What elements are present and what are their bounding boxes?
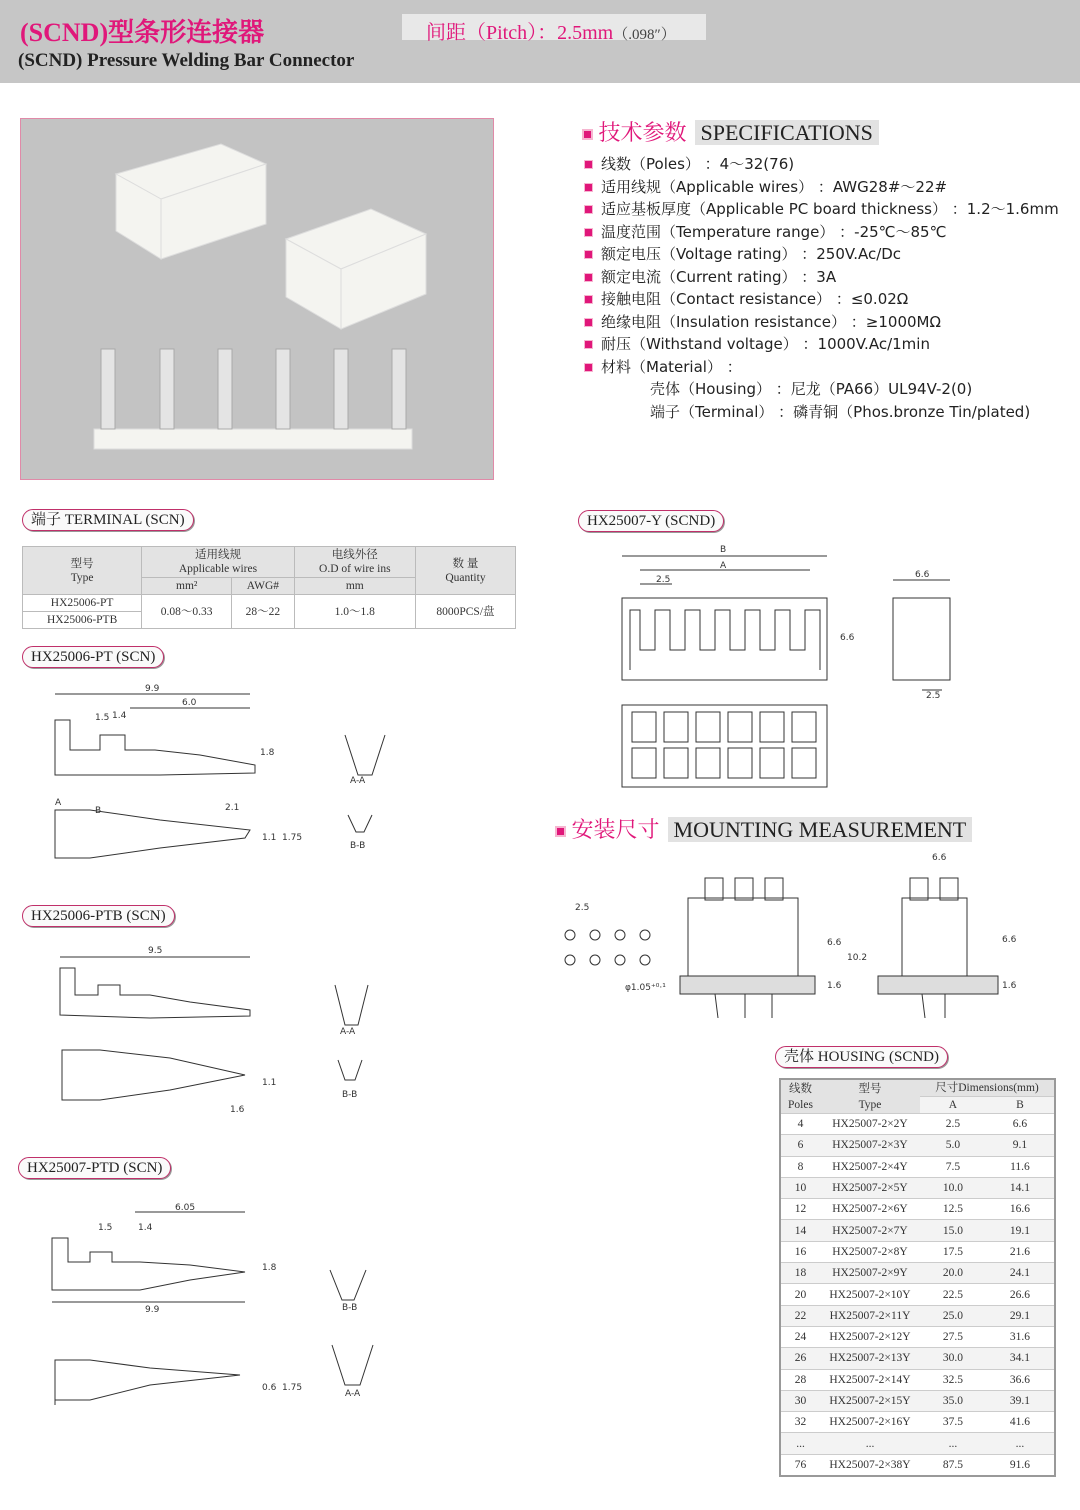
bullet-icon [584,318,593,327]
cavity [696,748,720,778]
bullet-icon [555,826,566,837]
table-row: 12 HX25007-2×6Y 12.5 16.6 [780,1199,1055,1220]
svg-text:B-B: B-B [350,841,366,851]
specs-heading [582,116,879,147]
table-row: 24 HX25007-2×12Y 27.5 31.6 [780,1326,1055,1347]
cavity [792,748,816,778]
cavity [792,712,816,742]
spec-item: 适用线规（Applicable wires） ：AWG28#～22# [584,176,1059,199]
ptb-label: HX25006-PTB (SCN) [22,905,175,927]
bullet-icon [584,228,593,237]
svg-text:A: A [55,798,62,808]
bullet-icon [584,250,593,259]
spec-item: 耐压（Withstand voltage） ：1000V.Ac/1min [584,333,1059,356]
cavity [664,748,688,778]
svg-text:6.0: 6.0 [182,698,197,708]
pitch-value: 2.5mm [557,22,614,44]
terminal-label: 端子 TERMINAL (SCN) [22,509,194,531]
svg-text:6.6: 6.6 [840,633,855,643]
pitch-label: 间距（Pitch）： [426,22,558,44]
table-row: 20 HX25007-2×10Y 22.5 26.6 [780,1284,1055,1305]
spec-item: 额定电流（Current rating） ：3A [584,266,1059,289]
table-row: 6 HX25007-2×3Y 5.0 9.1 [780,1135,1055,1156]
bullet-icon [584,340,593,349]
svg-text:A-A: A-A [345,1389,361,1399]
svg-text:1.75: 1.75 [282,833,303,843]
svg-text:9.5: 9.5 [148,946,163,956]
svg-text:1.75: 1.75 [282,1383,303,1393]
product-photo [20,118,494,480]
table-row: 30 HX25007-2×15Y 35.0 39.1 [780,1390,1055,1411]
svg-text:B: B [95,806,102,816]
table-row: 22 HX25007-2×11Y 25.0 29.1 [780,1305,1055,1326]
cavity [664,712,688,742]
housing-y-label: HX25007-Y (SCND) [578,510,724,532]
ptd-label: HX25007-PTD (SCN) [18,1157,171,1179]
svg-text:1.6: 1.6 [1002,981,1017,991]
table-row: 10 HX25007-2×5Y 10.0 14.1 [780,1177,1055,1198]
spec-item: 线数（Poles） ：4～32(76) [584,153,1059,176]
spec-sub-item: 端子（Terminal） ：磷青铜（Phos.bronze Tin/plated) [650,402,1031,421]
bullet-icon [584,363,593,372]
cavity [728,748,752,778]
spec-item: 材料（Material） ： [584,356,1059,379]
table-row: 28 HX25007-2×14Y 32.5 36.6 [780,1369,1055,1390]
title-cn: (SCND)型条形连接器 [20,18,265,47]
svg-text:2.1: 2.1 [225,803,240,813]
table-row: 8 HX25007-2×4Y 7.5 11.6 [780,1156,1055,1177]
table-row: 32 HX25007-2×16Y 37.5 41.6 [780,1412,1055,1433]
svg-text:1.4: 1.4 [112,711,127,721]
svg-text:6.05: 6.05 [175,1203,196,1213]
svg-text:10.2: 10.2 [847,953,868,963]
svg-text:1.6: 1.6 [230,1105,245,1115]
svg-text:1.1: 1.1 [262,833,277,843]
svg-text:A: A [720,561,727,571]
specs-heading-en: SPECIFICATIONS [695,120,879,145]
svg-text:6.6: 6.6 [827,938,842,948]
svg-text:A-A: A-A [340,1027,356,1037]
housing-label: 壳体 HOUSING (SCND) [775,1046,948,1068]
cavity [760,712,784,742]
terminal-table: 型号 Type 适用线规 Applicable wires 电线外径 O.D of wire ins 数 量 Quantity mm² AWG# mm HX25006-PT 0.08～0.33 28～22 1.0～1.8 8000PCS/盘 HX25006-PTB [22,546,516,629]
cavity [760,748,784,778]
svg-text:0.6: 0.6 [262,1383,277,1393]
table-row: 14 HX25007-2×7Y 15.0 19.1 [780,1220,1055,1241]
svg-text:1.8: 1.8 [260,748,275,758]
th-type: 型号 Type [23,547,142,595]
pitch-box [402,14,706,44]
svg-text:2.5: 2.5 [656,575,671,585]
cavity [728,712,752,742]
svg-text:1.5: 1.5 [98,1223,113,1233]
svg-text:6.6: 6.6 [1002,935,1017,945]
bullet-icon [584,205,593,214]
spec-item: 温度范围（Temperature range） ：-25℃～85℃ [584,221,1059,244]
spec-item: 额定电压（Voltage rating） ：250V.Ac/Dc [584,243,1059,266]
svg-text:1.4: 1.4 [138,1223,153,1233]
svg-text:φ1.05⁺⁰·¹: φ1.05⁺⁰·¹ [625,983,666,993]
svg-text:2.5: 2.5 [926,691,941,701]
svg-text:B: B [720,545,727,555]
mounting-heading: 安装尺寸 MOUNTING MEASUREMENT [555,813,972,844]
svg-text:2.5: 2.5 [575,903,590,913]
cavity [632,712,656,742]
spec-item: 接触电阻（Contact resistance） ：≤0.02Ω [584,288,1059,311]
cavity [696,712,720,742]
spec-item: 绝缘电阻（Insulation resistance） ：≥1000MΩ [584,311,1059,334]
svg-text:6.6: 6.6 [915,570,930,580]
table-cell: HX25006-PT [23,595,142,612]
bullet-icon [582,129,593,140]
pitch-inch: （.098″） [613,27,676,43]
spec-item: 适应基板厚度（Applicable PC board thickness） ：1.2～1.6mm [584,198,1059,221]
mounting-drawing [550,850,1030,1025]
svg-text:B-B: B-B [342,1090,358,1100]
svg-text:1.5: 1.5 [95,713,110,723]
svg-text:9.9: 9.9 [145,684,160,694]
svg-text:9.9: 9.9 [145,1305,160,1315]
housing-y-drawing [610,540,970,795]
cavity [632,748,656,778]
ptd-drawing [40,1200,400,1430]
pt-drawing [40,680,400,890]
housing-table: 线数 Poles 型号 Type 尺寸Dimensions(mm) A B 4 HX25007-2×2Y 2.5 6.6 6 HX25007-2×3Y 5.0 9.1 8 HX25007-2×4Y 7.5 11.6 10 HX25007-2×5Y 10.0 14.1 12 HX25007-2×6Y 12.5 16.6 14 HX25007-2×7Y 15.0 19.1 16 HX25007-2×8Y 17.5 21.6 18 HX25007-2×9Y 20.0 24.1 20 HX25007-2×10Y 22.5 26.6 22 HX25007-2×11Y 25.0 29.1 24 HX25007-2×12Y 27.5 31.6 26 HX25007-2×13Y 30.0 34.1 28 HX25007-2×14Y 32.5 36.6 30 HX25007-2×15Y 35.0 39.1 32 HX25007-2×16Y 37.5 41.6 ... ... ... ... 76 HX25007-2×38Y 87.5 91.6 [779,1078,1056,1477]
spec-sub-item: 壳体（Housing） ：尼龙（PA66）UL94V-2(0) [650,380,973,398]
bullet-icon [584,273,593,282]
specs-list [584,153,1059,423]
ptb-drawing [40,940,400,1140]
table-row: 4 HX25007-2×2Y 2.5 6.6 [780,1114,1055,1135]
svg-text:1.1: 1.1 [262,1078,277,1088]
table-cell: HX25006-PTB [23,612,142,629]
svg-text:A-A: A-A [350,776,366,786]
title-en: (SCND) Pressure Welding Bar Connector [18,50,355,71]
specs-heading-cn: 技术参数 [598,120,687,145]
svg-text:6.6: 6.6 [932,853,947,863]
bullet-icon [584,183,593,192]
pt-label: HX25006-PT (SCN) [22,646,164,668]
table-row: 76 HX25007-2×38Y 87.5 91.6 [780,1454,1055,1475]
table-row: ... ... ... ... [780,1433,1055,1454]
svg-text:B-B: B-B [342,1303,358,1313]
table-row: 16 HX25007-2×8Y 17.5 21.6 [780,1241,1055,1262]
table-row: 18 HX25007-2×9Y 20.0 24.1 [780,1263,1055,1284]
table-row: 26 HX25007-2×13Y 30.0 34.1 [780,1348,1055,1369]
svg-text:1.6: 1.6 [827,981,842,991]
bullet-icon [584,160,593,169]
svg-text:1.8: 1.8 [262,1263,277,1273]
bullet-icon [584,295,593,304]
